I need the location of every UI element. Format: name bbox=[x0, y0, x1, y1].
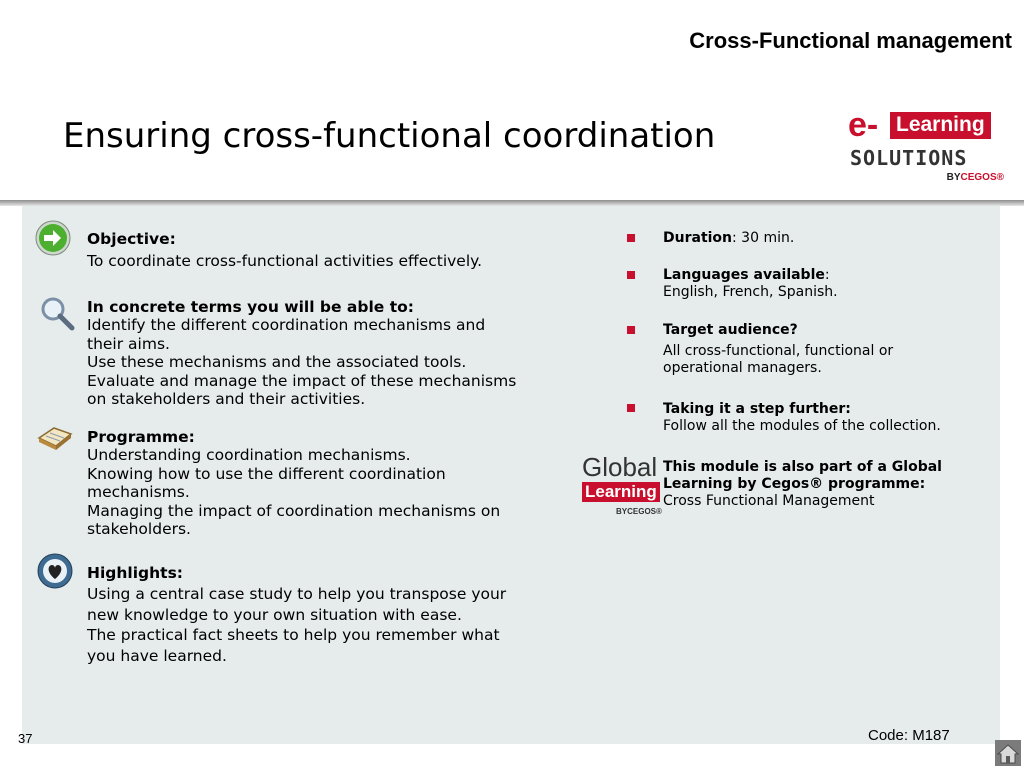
programme-line: Understanding coordination mechanisms. bbox=[87, 446, 411, 465]
concrete-line: Use these mechanisms and the associated tools. bbox=[87, 353, 467, 372]
programme-section bbox=[87, 428, 567, 538]
languages-item: Languages available: English, French, Spanish. bbox=[663, 267, 838, 300]
further-value: Follow all the modules of the collection. bbox=[663, 418, 941, 434]
global-value: Cross Functional Management bbox=[663, 493, 875, 509]
programme-line: stakeholders. bbox=[87, 520, 191, 539]
module-code: Code: M187 bbox=[868, 727, 950, 744]
languages-label: Languages available bbox=[663, 267, 825, 283]
bullet-square bbox=[627, 404, 635, 412]
objective-line: To coordinate cross-functional activities effectively. bbox=[87, 252, 483, 271]
objective-section bbox=[87, 230, 567, 271]
logo-learning: Learning bbox=[890, 112, 991, 139]
languages-value: English, French, Spanish. bbox=[663, 284, 838, 300]
programme-line: Managing the impact of coordination mechanisms on bbox=[87, 501, 501, 520]
further-item bbox=[663, 401, 941, 435]
duration-value: : 30 min. bbox=[732, 230, 795, 246]
highlights-section bbox=[87, 563, 567, 667]
global-item bbox=[663, 459, 942, 510]
programme-heading: Programme: bbox=[87, 428, 195, 446]
magnifier-icon bbox=[38, 294, 76, 332]
concrete-line: Evaluate and manage the impact of these mechanisms bbox=[87, 371, 517, 390]
logo-solutions: SOLUTIONS bbox=[850, 146, 968, 170]
bullet-square bbox=[627, 271, 635, 279]
duration-item bbox=[663, 230, 794, 247]
arrow-right-icon bbox=[34, 219, 72, 257]
concrete-line: on stakeholders and their activities. bbox=[87, 390, 366, 409]
bullet-square bbox=[627, 234, 635, 242]
logo-e: e- bbox=[848, 106, 879, 144]
global-line: This module is also part of a Global bbox=[663, 459, 942, 475]
audience-item bbox=[663, 322, 893, 377]
further-label: Taking it a step further: bbox=[663, 401, 851, 417]
page-title: Ensuring cross-functional coordination bbox=[63, 116, 716, 156]
concrete-line: Identify the different coordination mechanisms and bbox=[87, 316, 486, 335]
objective-heading: Objective: bbox=[87, 230, 176, 248]
gl-global: Global bbox=[582, 452, 658, 482]
highlights-line: you have learned. bbox=[87, 647, 227, 666]
audience-line: operational managers. bbox=[663, 360, 822, 376]
module-title: Cross-Functional management bbox=[689, 28, 1012, 53]
programme-line: Knowing how to use the different coordination bbox=[87, 464, 446, 483]
logo-bycegos: BYCEGOS® bbox=[946, 172, 1004, 183]
highlights-heading: Highlights: bbox=[87, 564, 184, 582]
heart-icon bbox=[36, 552, 74, 590]
home-icon[interactable] bbox=[995, 740, 1021, 766]
global-learning-logo bbox=[580, 452, 660, 518]
highlights-line: new knowledge to your own situation with ease. bbox=[87, 605, 462, 624]
concrete-section bbox=[87, 298, 567, 408]
gl-bycegos: BYCEGOS® bbox=[616, 507, 662, 516]
audience-label: Target audience? bbox=[663, 322, 798, 338]
gl-learning: Learning bbox=[582, 482, 660, 502]
audience-line: All cross-functional, functional or bbox=[663, 343, 894, 359]
concrete-line: their aims. bbox=[87, 334, 170, 353]
book-icon bbox=[36, 418, 74, 456]
duration-label: Duration bbox=[663, 230, 733, 246]
elearning-logo bbox=[848, 108, 1008, 188]
bullet-square bbox=[627, 326, 635, 334]
highlights-line: Using a central case study to help you transpose your bbox=[87, 584, 507, 603]
global-line: Learning by Cegos® programme: bbox=[663, 476, 926, 492]
highlights-line: The practical fact sheets to help you remember what bbox=[87, 626, 500, 645]
programme-line: mechanisms. bbox=[87, 483, 190, 502]
concrete-heading: In concrete terms you will be able to: bbox=[87, 298, 414, 316]
page-number: 37 bbox=[18, 731, 33, 746]
